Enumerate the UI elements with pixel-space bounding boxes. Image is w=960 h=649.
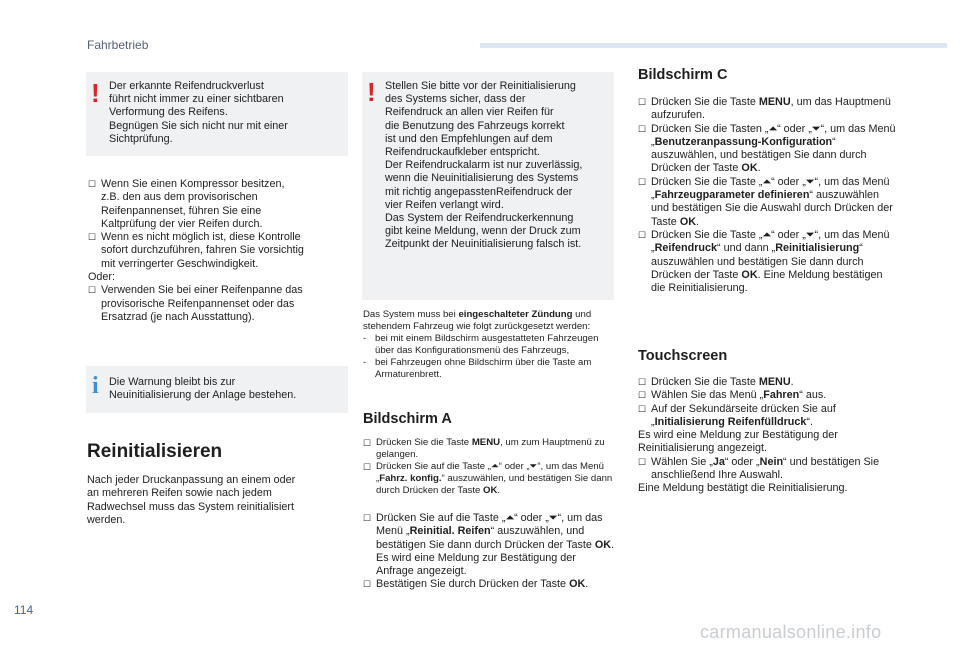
oder-label: Oder: — [88, 271, 116, 284]
col1-bullets — [88, 178, 346, 324]
arrow-up-icon: ⏶ — [762, 175, 772, 188]
info-box — [86, 366, 348, 413]
list-item: ☐ Wenn es nicht möglich ist, diese Kontrolle sofort durchzuführen, fahren Sie vorsichtig mit verringerter Geschwindigkeit. — [88, 231, 304, 270]
arrow-up-icon: ⏶ — [491, 461, 499, 472]
page-number: 114 — [14, 603, 34, 617]
exclamation-icon: ! — [367, 77, 376, 107]
bold-term: OK — [483, 485, 498, 496]
bold-term: MENU — [758, 96, 791, 108]
bold-term: Reifendruck — [654, 242, 718, 255]
header-bar — [480, 43, 947, 48]
list-item: ☐ Drücken Sie auf die Taste „⏶“ oder „⏷“, um das Menü „Fahrz. konfig.“ auszuwählen, und bestätigen Sie dann durch Drücken der Taste OK. — [363, 461, 613, 496]
checkbox-bullet-icon: ☐ — [88, 179, 97, 189]
arrow-down-icon: ⏷ — [529, 461, 538, 472]
heading-reinitialisieren: Reinitialisieren — [87, 441, 223, 462]
bold-term: Nein — [759, 455, 784, 468]
bold-term: OK — [679, 215, 697, 228]
list-item: ☐ Wählen Sie „Ja“ oder „Nein“ und bestätigen Sie anschließend Ihre Auswahl. — [638, 455, 880, 482]
warning-text-2: Stellen Sie bitte vor der Reinitialisierung des Systems sicher, dass der Reifendruck an allen vier Reifen für die Benutzung des Fahrzeugs korrekt ist und den Empfehlungen auf dem Reifendruckaufkleber entspricht. Der Reifendruckalarm ist nur zuverlässig, wenn die Neuinitialisierung des Systems mit richtig angepasstenReifendruck der vier Reifen verlangt wird. Das System der Reifendruckerkennung gibt keine Meldung, wenn der Druck zum Zeitpunkt der Neuinitialisierung falsch ist. — [385, 80, 583, 251]
heading-bildschirm-c: Bildschirm C — [638, 67, 728, 83]
info-text: Die Warnung bleibt bis zur Neuinitialisierung der Anlage bestehen. — [109, 376, 297, 402]
bold-term: OK — [741, 268, 758, 281]
checkbox-bullet-icon: ☐ — [638, 403, 647, 414]
bold-term: eingeschalteter Zündung — [458, 309, 573, 320]
checkbox-bullet-icon: ☐ — [88, 232, 97, 243]
col2-intro: Das System muss bei eingeschalteter Zündung und stehendem Fahrzeug wie folgt zurückgesetzt werden: - bei mit einem Bildschirm ausgestatteten Fahrzeugen über das Konfigurationsmenü des Fahrzeugs, - bei Fahrzeugen ohne Bildschirm über die Taste am Armaturenbrett. — [363, 309, 615, 381]
checkbox-bullet-icon: ☐ — [638, 229, 647, 240]
heading-bildschirm-a: Bildschirm A — [363, 411, 452, 427]
list-item: ☐ Drücken Sie die Tasten „⏶“ oder „⏷“, um das Menü „Benutzeranpassung-Konfiguration“ auszuwählen, und bestätigen Sie dann durch Drücken der Taste OK. — [638, 122, 896, 175]
bold-term: Fahrzeugparameter definieren — [654, 189, 810, 202]
arrow-down-icon: ⏷ — [548, 512, 558, 524]
bold-term: MENU — [758, 376, 791, 388]
bold-term: OK — [569, 578, 586, 591]
bold-term: Fahrz. konfig. — [379, 473, 442, 484]
list-item: ☐ Drücken Sie die Taste „⏶“ oder „⏷“, um das Menü „Reifendruck“ und dann „Reinitialisierung“ auszuwählen und bestätigen Sie dann durch Drücken der Taste OK. Eine Meldung bestätigen die Reinitialisierung. — [638, 228, 890, 295]
final-note: Eine Meldung bestätigt die Reinitialisierung. — [638, 482, 848, 495]
bold-term: OK — [741, 162, 758, 175]
checkbox-bullet-icon: ☐ — [638, 123, 647, 134]
checkbox-bullet-icon: ☐ — [638, 97, 647, 107]
checkbox-bullet-icon: ☐ — [363, 513, 372, 523]
bold-term: Initialisierung Reifenfülldruck — [654, 415, 807, 428]
checkbox-bullet-icon: ☐ — [638, 176, 647, 187]
heading-touchscreen: Touchscreen — [638, 348, 728, 364]
checkbox-bullet-icon: ☐ — [363, 462, 372, 472]
list-item: ☐ Wählen Sie das Menü „Fahren“ aus. — [638, 389, 827, 402]
list-item: ☐ Drücken Sie die Taste MENU, um zum Hauptmenü zu gelangen. — [363, 437, 605, 460]
col2-bullets — [363, 512, 615, 592]
list-item: - bei Fahrzeugen ohne Bildschirm über die Taste am Armaturenbrett. — [363, 357, 592, 380]
list-item: ☐ Drücken Sie die Taste MENU, um das Hauptmenü aufzurufen. — [638, 96, 891, 122]
arrow-up-icon: ⏶ — [762, 228, 772, 241]
arrow-down-icon: ⏷ — [811, 122, 821, 135]
bold-term: Reinitial. Reifen — [409, 525, 491, 538]
warning-text-1: Der erkannte Reifendruckverlust führt nicht immer zu einer sichtbaren Verformung des Reifens. Begnügen Sie sich nicht nur mit einer Sichtprüfung. — [109, 80, 288, 145]
arrow-up-icon: ⏶ — [505, 512, 515, 524]
list-item: ☐ Wenn Sie einen Kompressor besitzen, z.B. den aus dem provisorischen Reifenpannenset, führen Sie eine Kaltprüfung der vier Reifen durch. — [88, 178, 285, 230]
bold-term: Fahren — [763, 389, 800, 402]
checkbox-bullet-icon: ☐ — [363, 579, 372, 590]
list-item: ☐ Drücken Sie die Taste MENU. — [638, 376, 794, 388]
warning-box-2 — [362, 72, 614, 300]
arrow-up-icon: ⏶ — [768, 122, 778, 135]
checkbox-bullet-icon: ☐ — [638, 390, 647, 401]
bold-term: Reinitialisierung — [775, 242, 860, 255]
list-item: ☐ Verwenden Sie bei einer Reifenpanne das provisorische Reifenpannenset oder das Ersatzrad (je nach Ausstattung). — [88, 284, 303, 323]
list-item: ☐ Bestätigen Sie durch Drücken der Taste OK. — [363, 578, 589, 591]
watermark: carmanualsonline.info — [700, 622, 882, 642]
section-header: Fahrbetrieb — [87, 38, 149, 52]
list-item: ☐ Auf der Sekundärseite drücken Sie auf „Initialisierung Reifenfülldruck“. — [638, 402, 836, 428]
checkbox-bullet-icon: ☐ — [363, 438, 372, 448]
arrow-down-icon: ⏷ — [805, 175, 815, 188]
info-icon: i — [92, 373, 99, 399]
confirmation-note: Es wird eine Meldung zur Bestätigung der Reinitialisierung angezeigt. — [638, 429, 838, 455]
bold-term: OK — [594, 538, 612, 551]
checkbox-bullet-icon: ☐ — [638, 377, 647, 387]
list-item: - bei mit einem Bildschirm ausgestatteten Fahrzeugen über das Konfigurationsmenü des Fahrzeugs, — [363, 333, 599, 356]
col3-bullets — [638, 96, 898, 295]
col3-touch — [638, 376, 900, 496]
checkbox-bullet-icon: ☐ — [638, 456, 647, 467]
col2-small-bullets — [363, 437, 615, 497]
bold-term: MENU — [471, 437, 501, 448]
list-item: ☐ Drücken Sie auf die Taste „⏶“ oder „⏷“, um das Menü „Reinitial. Reifen“ auszuwählen, und bestätigen Sie dann durch Drücken der Taste OK. Es wird eine Meldung zur Bestätigung der Anfrage angezeigt. — [363, 512, 615, 578]
bold-term: Ja — [712, 455, 725, 468]
checkbox-bullet-icon: ☐ — [88, 285, 97, 296]
warning-box-1 — [86, 72, 348, 156]
reinit-paragraph: Nach jeder Druckanpassung an einem oder an mehreren Reifen sowie nach jedem Radwechsel muss das System reinitialisiert werden. — [87, 474, 296, 526]
bold-term: Benutzeranpassung-Konfiguration — [654, 135, 833, 148]
list-item: ☐ Drücken Sie die Taste „⏶“ oder „⏷“, um das Menü „Fahrzeugparameter definieren“ auszuwählen und bestätigen Sie die Auswahl durch Drücken der Taste OK. — [638, 175, 893, 228]
arrow-down-icon: ⏷ — [805, 228, 815, 241]
exclamation-icon: ! — [91, 78, 100, 108]
